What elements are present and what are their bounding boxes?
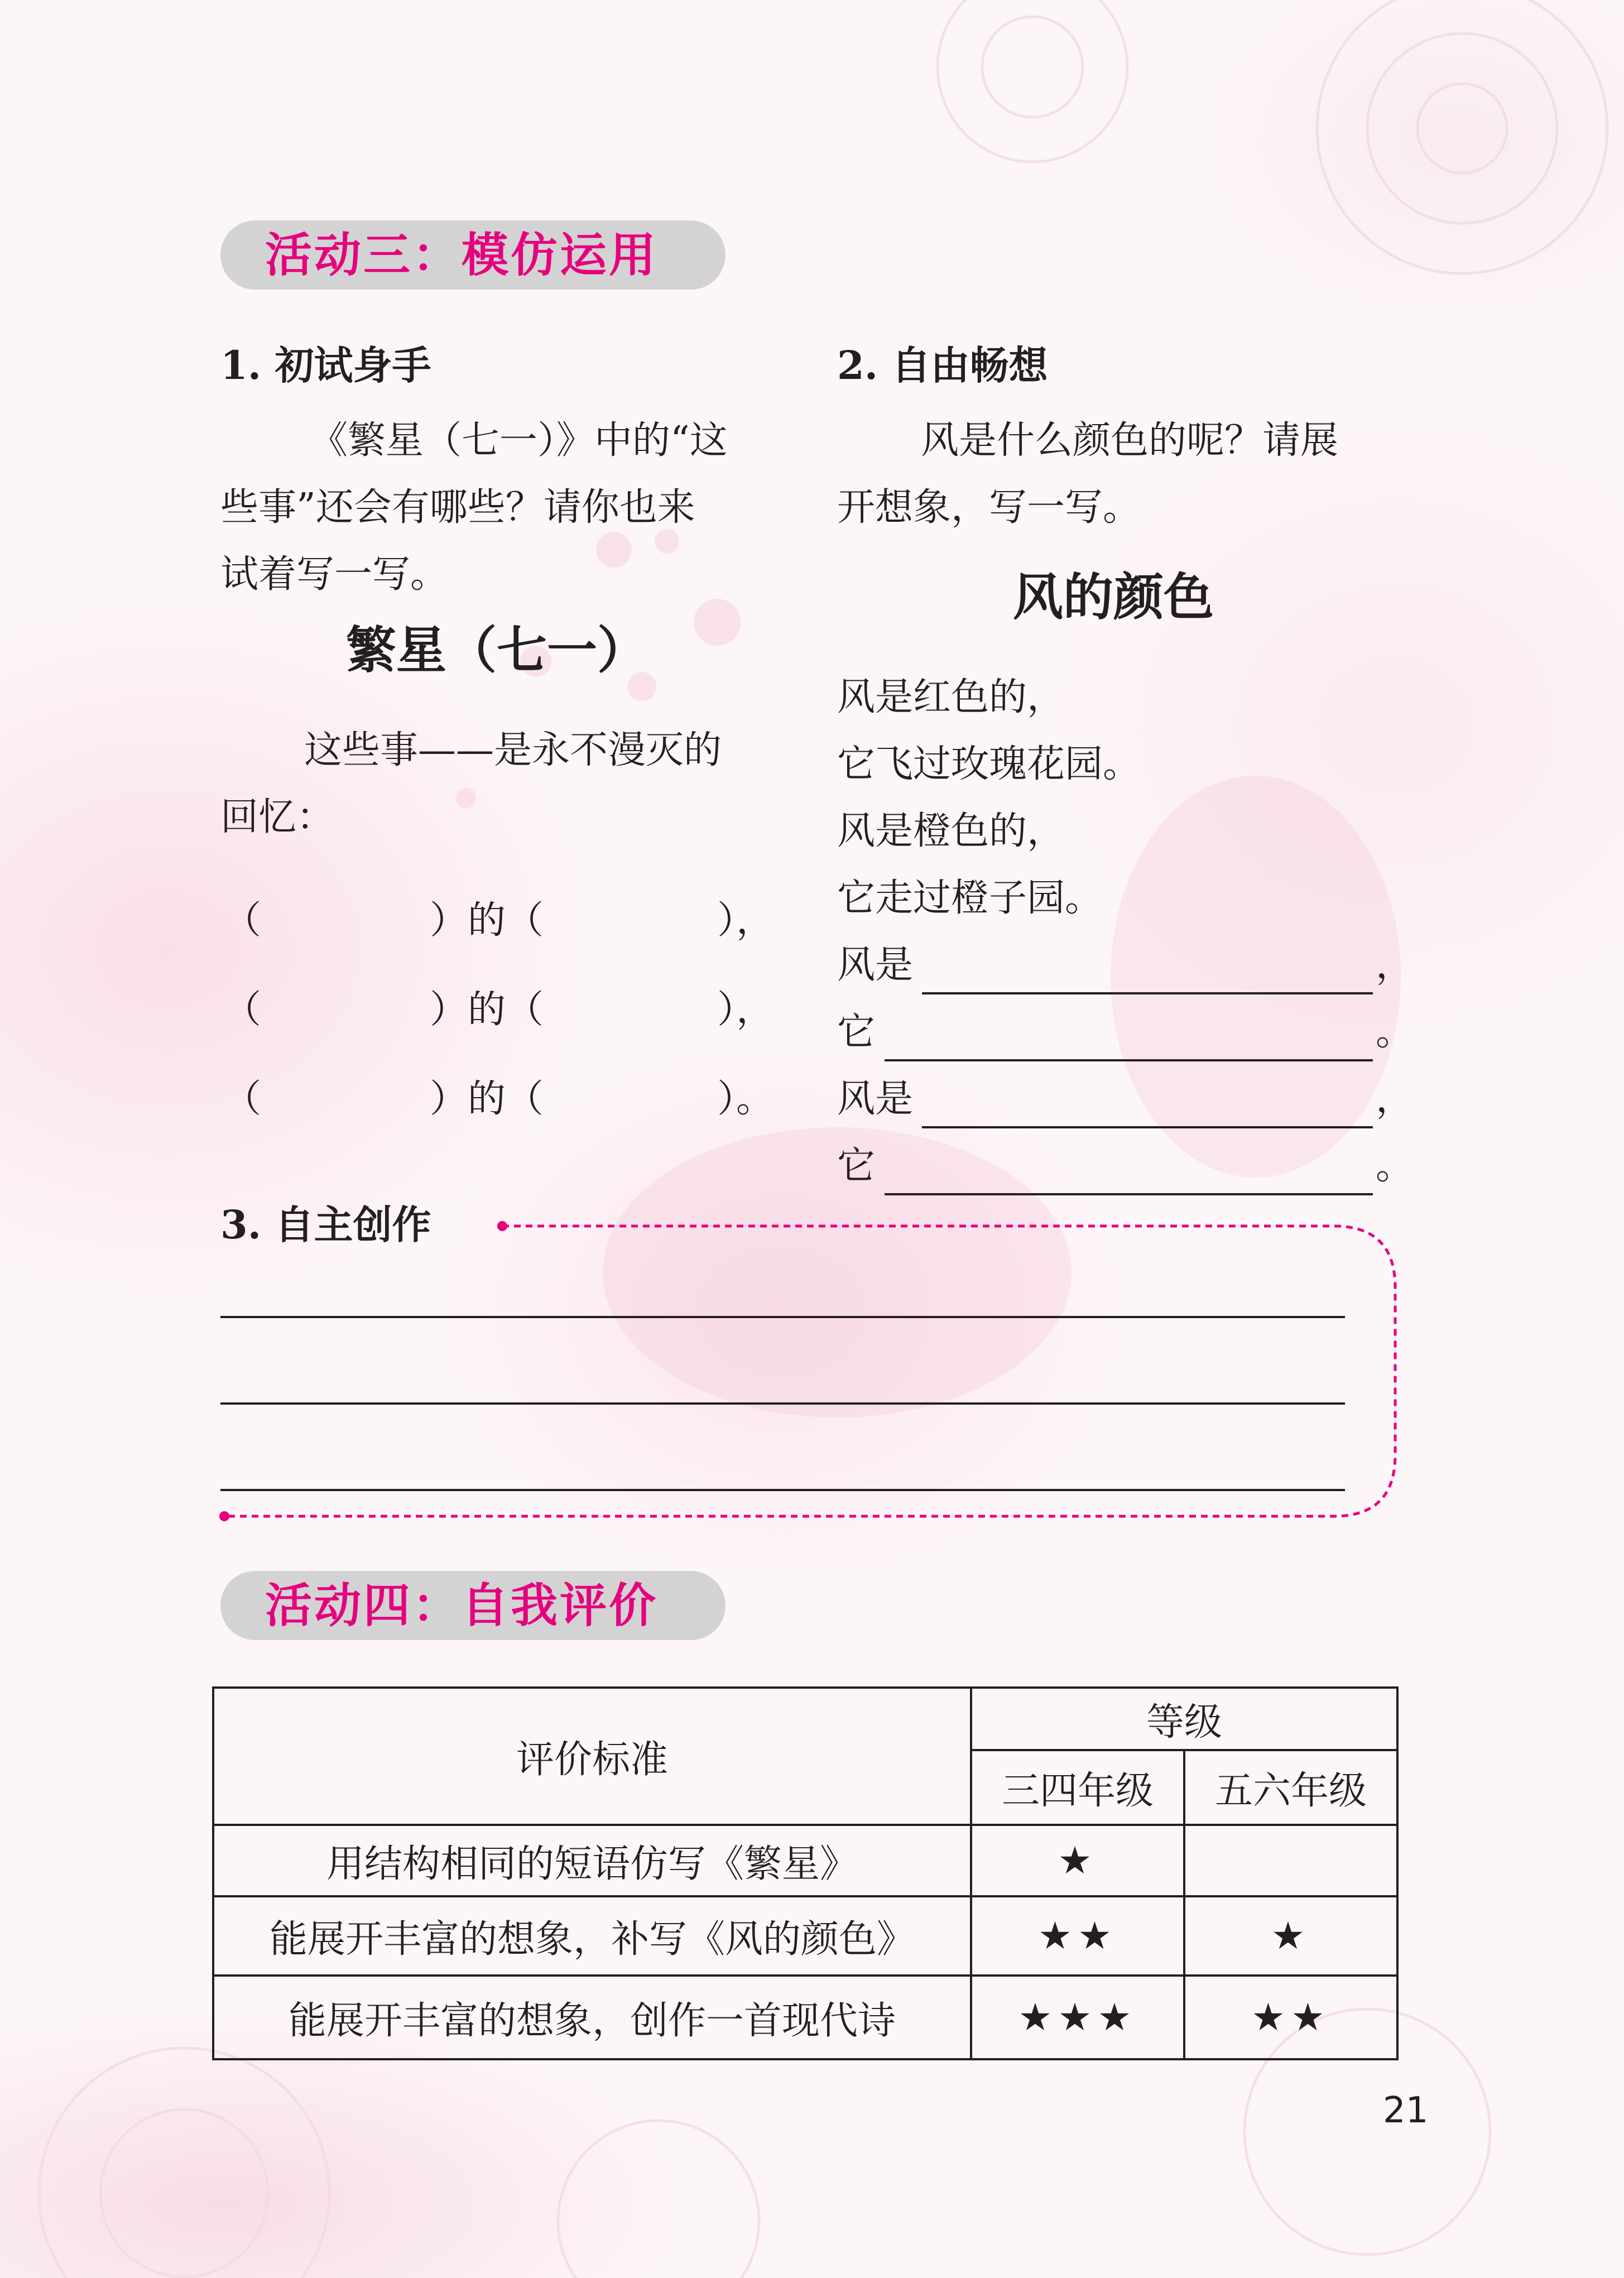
activity4-title: 活动四：自我评价: [265, 1578, 659, 1633]
blank-row: [223, 977, 781, 1032]
evaluation-table: [212, 1686, 1399, 2060]
part1-instruction-line: 些事”还会有哪些？请你也来: [220, 486, 695, 530]
blank-mid: ）的（: [430, 1077, 544, 1121]
part1-poem: [220, 717, 801, 851]
fill-prefix: 风是: [837, 943, 914, 987]
criteria-header: 评价标准: [213, 1688, 971, 1825]
blank-mid: ）的（: [430, 988, 544, 1032]
writing-line[interactable]: [220, 1316, 1345, 1318]
part1-poem-title: 繁星（七一）: [346, 621, 647, 680]
criterion-cell: 能展开丰富的想象，补写《风的颜色》: [213, 1896, 971, 1976]
part1-instruction-line: 《繁星（七一）》中的“这: [310, 419, 728, 463]
table-row: [213, 1896, 1397, 1976]
grade56-header: 五六年级: [1184, 1750, 1397, 1825]
grade56-stars: [1184, 1825, 1397, 1896]
fill-suffix: ，: [1376, 1077, 1414, 1121]
part1-heading: 1. 初试身手: [220, 342, 431, 388]
part3-heading: 3. 自主创作: [220, 1202, 431, 1248]
blank-end: ）。: [717, 1077, 775, 1121]
fill-line: [837, 932, 1414, 999]
fill-line: [837, 1133, 1414, 1200]
table-header-row: [213, 1688, 1397, 1750]
blank-row: [223, 1066, 781, 1122]
part1-instruction-line: 试着写一写。: [220, 552, 449, 597]
blank-row: [223, 887, 781, 943]
blank-open: （: [223, 988, 262, 1032]
grade34-stars: ★★★: [971, 1976, 1184, 2059]
part2-poem-line: 风是橙色的，: [837, 809, 1065, 853]
grade56-stars: ★★: [1184, 1976, 1397, 2059]
writing-line[interactable]: [220, 1489, 1345, 1491]
blank-end: ），: [717, 898, 775, 943]
part2-instruction: [837, 407, 1423, 541]
criterion-cell: 用结构相同的短语仿写《繁星》: [213, 1825, 971, 1896]
blank-open: （: [223, 898, 262, 943]
table-row: [213, 1825, 1397, 1896]
page-number: 21: [1383, 2090, 1429, 2131]
fill-line: [837, 999, 1414, 1066]
fill-blank[interactable]: [885, 1193, 1373, 1195]
part2-instruction-line: 风是什么颜色的呢？请展: [921, 419, 1339, 463]
part2-instruction-line: 开想象，写一写。: [837, 486, 1141, 530]
fill-blank[interactable]: [885, 1059, 1373, 1061]
activity3-title: 活动三：模仿运用: [265, 228, 659, 282]
fill-blank[interactable]: [922, 992, 1373, 994]
table-row: [213, 1976, 1397, 2059]
part2-poem-line: 它走过橙子园。: [837, 876, 1103, 920]
part2-poem-line: 风是红色的，: [837, 675, 1065, 719]
fill-suffix: 。: [1376, 1144, 1414, 1188]
grade34-stars: ★★: [971, 1896, 1184, 1976]
fill-prefix: 它: [837, 1010, 876, 1054]
activity3-title-pill: [220, 220, 725, 290]
grade34-stars: ★: [971, 1825, 1184, 1896]
writing-line[interactable]: [220, 1402, 1345, 1405]
fill-blank[interactable]: [922, 1126, 1373, 1128]
fill-line: [837, 1066, 1414, 1133]
fill-prefix: 它: [837, 1144, 876, 1188]
level-header: 等级: [971, 1688, 1397, 1750]
blank-mid: ）的（: [430, 898, 544, 943]
activity4-title-pill: [220, 1571, 725, 1640]
fill-suffix: 。: [1376, 1010, 1414, 1054]
part1-poem-line: 回忆：: [220, 795, 335, 839]
fill-suffix: ，: [1376, 943, 1414, 987]
fill-prefix: 风是: [837, 1077, 914, 1121]
part1-instruction: [220, 407, 801, 608]
blank-end: ），: [717, 988, 775, 1032]
part2-poem-title: 风的颜色: [1013, 568, 1214, 627]
part2-heading: 2. 自由畅想: [837, 342, 1048, 388]
grade56-stars: ★: [1184, 1896, 1397, 1976]
part2-poem: [837, 664, 1423, 932]
part2-poem-line: 它飞过玫瑰花园。: [837, 742, 1141, 786]
blank-open: （: [223, 1077, 262, 1121]
grade34-header: 三四年级: [971, 1750, 1184, 1825]
part1-poem-line: 这些事——是永不漫灭的: [304, 728, 722, 772]
criterion-cell: 能展开丰富的想象，创作一首现代诗: [213, 1976, 971, 2059]
